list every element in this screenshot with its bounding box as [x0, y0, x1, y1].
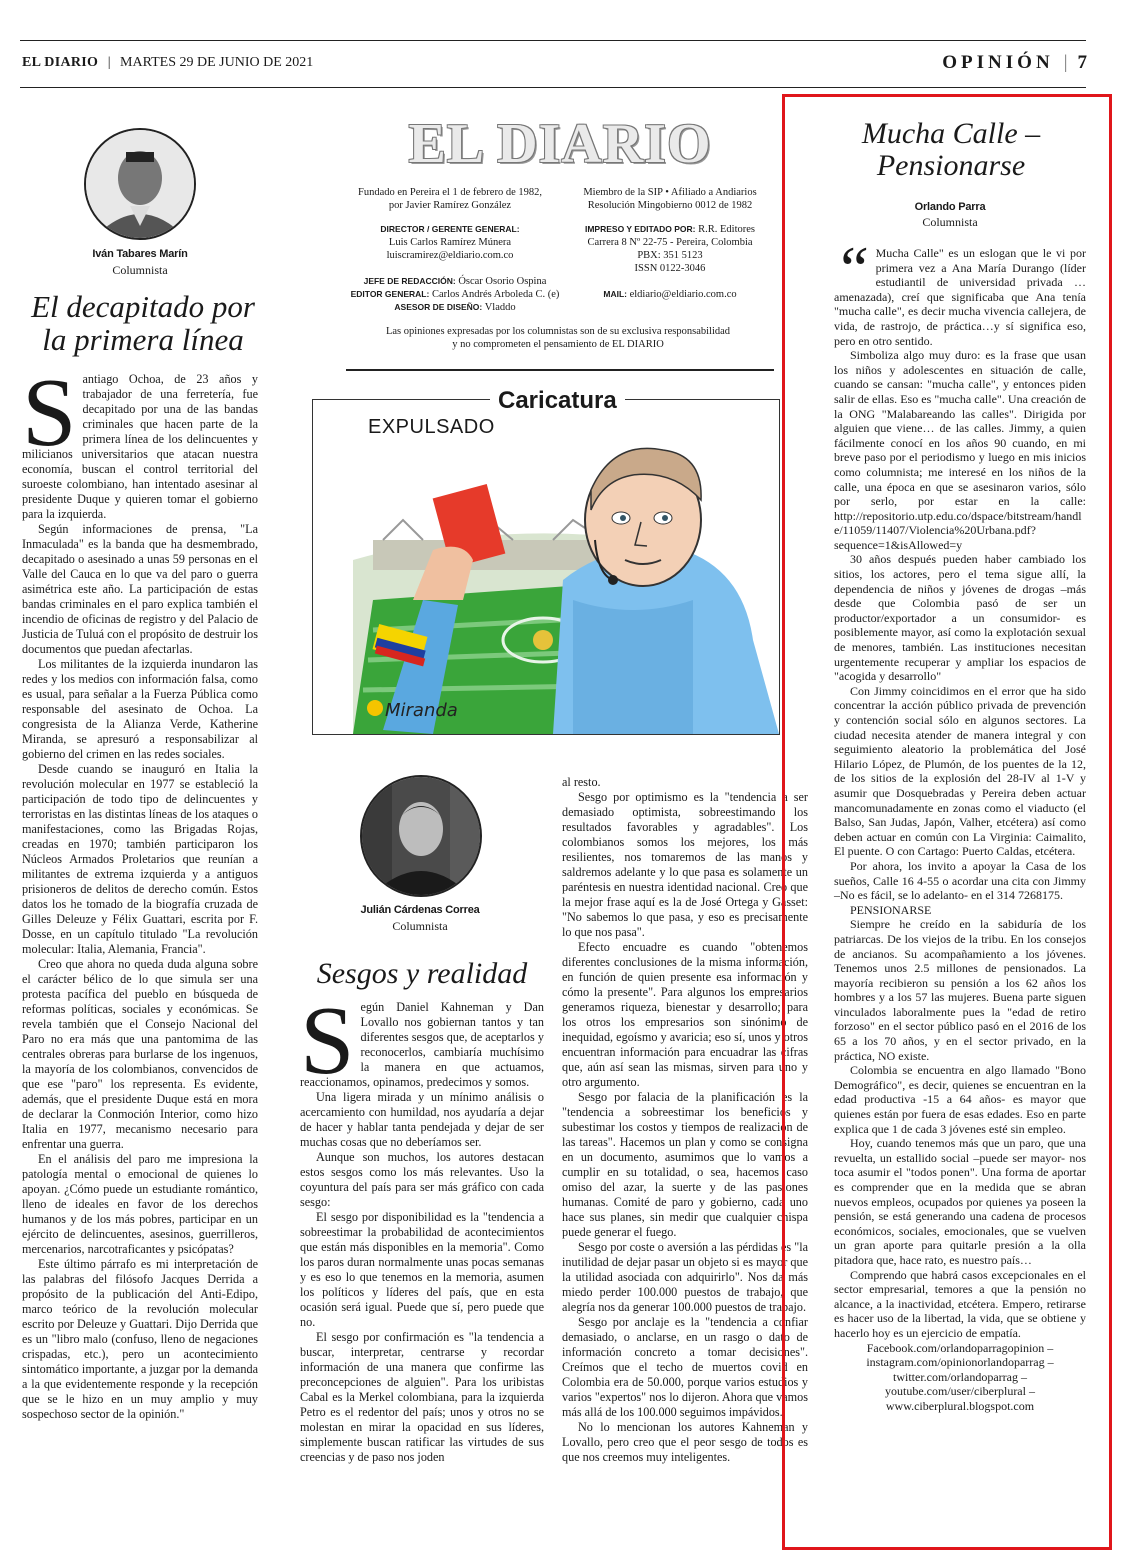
page-header-left: EL DIARIO | MARTES 29 DE JUNIO DE 2021	[22, 55, 314, 70]
editor-label: EDITOR GENERAL:	[350, 289, 430, 299]
member-line: Resolución Mingobierno 0012 de 1982	[587, 200, 753, 211]
paragraph: Con Jimmy coincidimos en el error que ha sido concentrar la acción público privada de prevención y contención social sólo en algunos sectores. La ciudad necesita atender de manera integral y con seguimiento aleatorio la problemática del José Hilario López, de Plumón, de los puentes de la 12, de los sitios de la explosión del 28-IV al 1-V y asumir que Dosquebradas y Pereira deben actuar mancomunadamente en zonas como el viaducto (el Balso, San Judas, Japón, Valher, etcétera) así como deben actuar en común con La Virginia: Caimalito, El puente. O con Cartago: Puerto Caldas, etcétera.	[834, 683, 1086, 859]
headline-line-2: la primera línea	[42, 322, 244, 358]
issn: ISSN 0122-3046	[634, 263, 706, 274]
article-body	[300, 987, 544, 1465]
disclaimer-line: Las opiniones expresadas por los columnistas son de su exclusiva responsabilidad	[385, 326, 731, 337]
headline-line-2: Pensionarse	[876, 149, 1026, 183]
author-role: Columnista	[392, 919, 448, 933]
author-photo	[84, 128, 196, 240]
paragraph: Mucha Calle" es un eslogan que le vi por primera vez a Ana María Durango (líder estudiantil de universidad privada … amenazada), creí que significaba que Ana tenía "mucha calle", es decir mucha vivencia callejera, de vida, de rastrojo, de práctica…y sí significa eso, pero en otro sentido.	[834, 246, 1086, 348]
paragraph: Creo que ahora no queda duda alguna sobre el carácter bélico de lo que simula ser una protesta pacífica del pueblo en búsqueda de reformas políticas, sociales y económicas. Se revela también que el Consejo Nacional del Paro no era más que una pantomima de las centrales obreras para burlarse de los ingenuos, la mayoría de los colombianos, convencidos de que ese "paro" los representa. Es evidente, además, que el presidente Duque está en mora de declarar la Conmoción Interior, como hizo Italia en 1977, mecanismo necesario para enfrentar una guerra.	[22, 957, 258, 1151]
author-name: Iván Tabares Marín	[92, 248, 188, 260]
director-label: DIRECTOR / GERENTE GENERAL:	[380, 224, 520, 234]
paragraph: Sesgo por anclaje es la "tendencia a confiar demasiado, o anclarse, en un rasgo o dato de información concreto a tomar decisiones". Creímos que el techo de muertos covid en Colombia era de 50.000, porque varios estudios y varios "expertos" nos lo dijeron. Ahora que vamos más allá de los 100.000 seguimos impávidos.	[562, 1315, 808, 1419]
masthead-logo: EL DIARIO	[408, 113, 712, 175]
paragraph: No lo mencionan los autores Kahneman y Lovallo, pero creo que el peor sesgo de todos es que nos creemos muy inteligentes.	[562, 1420, 808, 1464]
paragraph: al resto.	[562, 775, 601, 789]
author-photo	[360, 775, 482, 897]
disclaimer-line: y no comprometen el pensamiento de EL DIARIO	[452, 339, 664, 350]
paragraph: Hoy, cuando tenemos más que un paro, que una revuelta, un estallido social –puede ser mayor- nos toca asumir el "todos ponen". Una forma de aportar es comprender que en la medida que se abran nuevos empleos, ocupados por quienes ya poseen la pensión, se está generando una cadena de procesos económicos, sociales, emocionales, que se vuelven un gran aporte para quitarle presión a la olla pitadora que, hace rato, es nuestro país…	[834, 1136, 1086, 1267]
article-headline	[828, 118, 1074, 183]
jefe-label: JEFE DE REDACCIÓN:	[363, 276, 456, 286]
director-name: Luis Carlos Ramírez Múnera	[388, 237, 512, 248]
paragraph: El sesgo por confirmación es "la tendencia a buscar, interpretar, centrarse y recordar información de una manera que confirme las preconcepciones de alguien". Para los uribistas Cabal es la Merkel colombiana, para la izquierda Petro es el redentor del país; unos y otros no se molestan en mirar la opacidad en sus líderes, simplemente buscan ratificar las virtudes de sus creencias y de paso nos joden	[300, 1330, 544, 1464]
paragraph: Efecto encuadre es cuando "obtenemos diferentes conclusiones de la misma información, en función de quien presente esa información y cómo la presente". Para algunos los empresarios generamos riqueza, bienestar y desarrollo; para los otros los empresarios son sinónimo de inequidad, egoísmo y avaricia; eso sí, unos y otros encuentran información para encuadrar las cifras que, aún así sean las mismas, sirven para uno y otro argumento.	[562, 940, 808, 1089]
headline-line-1: Mucha Calle –	[861, 117, 1041, 150]
paragraph: Simboliza algo muy duro: es la frase que usan los niños y adolescentes en situación de calle, cuando se cansan: "mucha calle", y entonces piden salir de ellas. Eso es "mucha calle". Una creación de la ONG "Malabareando las calles". Dirigida por alguien que viene… de las calles. Jimmy, a quien fácilmente conocí en los años 90 cuando, en mi breve paso por el periodismo y luego en mis inicios como columnista; me interesé en los niños de la calle, una época en que se asesinaron varios, sólo por serlo, por estar en la calle: http://repositorio.utp.edu.co/dspace/bitstream/handle/11059/11407/Violencia%20Urbana.pdf?sequence=1&isAllowed=y	[834, 348, 1086, 552]
mail-label: MAIL:	[603, 289, 627, 299]
author-role: Columnista	[112, 263, 168, 277]
founded-line: Fundado en Pereira el 1 de febrero de 1982,	[358, 187, 542, 198]
cartoon-illustration	[313, 400, 779, 734]
section-name: OPINIÓN	[942, 52, 1054, 73]
paragraph: Comprendo que habrá casos excepcionales en el sector empresarial, temores a que la pensión no alcance, a la inactividad, etcétera. Empero, retirarse es hacer uso de la libertad, la vida, que se obtiene y hacerlo hoy es un ejercicio de empatía.	[834, 1267, 1086, 1340]
paragraph: Sesgo por coste o aversión a las pérdidas es "la inutilidad de dejar pasar un objeto si es mayor que la utilidad asociada con adquirirlo". Nos da más miedo perder 100.000 puestos de trabajo, que alegría nos da generar 100.000 puestos de trabajo.	[562, 1240, 808, 1314]
editor-name: Carlos Andrés Arboleda C. (e)	[431, 289, 560, 300]
paragraph: Sesgo por falacia de la planificación es la "tendencia a sobreestimar los beneficios y subestimar los costos y tiempos de realización de las tareas". Hacemos un plan y como se consigna en un documento, asumimos que lo vamos a cumplir en su totalidad, o sea, hacemos caso omiso del azar, la suerte y de las pasiones humanas. Comité de paro y gobierno, cada uno hace sus planes, sin medir que cualquier chispa puede generar el fuego.	[562, 1090, 808, 1239]
masthead-mail	[565, 288, 775, 301]
masthead-founded	[340, 186, 560, 212]
asesor-name: Vladdo	[484, 302, 516, 313]
quote-mark: “	[834, 233, 870, 304]
article-body	[834, 233, 1086, 1414]
masthead-printer	[565, 223, 775, 275]
top-rule	[20, 40, 1086, 41]
printer-label: IMPRESO Y EDITADO POR:	[584, 224, 696, 234]
author-name: Orlando Parra	[914, 201, 986, 213]
cartoon-signature: Miranda	[385, 700, 458, 721]
masthead-member	[565, 186, 775, 212]
issue-date: MARTES 29 DE JUNIO DE 2021	[120, 55, 314, 70]
paragraph: Los militantes de la izquierda inundaron las redes y los medios con información falsa, como es usual, para señalar a la Fuerza Pública como responsable del asesinato de Ochoa. La congresista de la Alianza Verde, Katherine Miranda, se apresuró a responsabilizar al gobierno del crimen en las redes sociales.	[22, 657, 258, 761]
masthead-rule	[346, 369, 774, 371]
header-rule	[20, 87, 1086, 88]
author-name: Julián Cárdenas Correa	[360, 904, 480, 916]
cartoon-frame	[312, 399, 780, 735]
subheading: PENSIONARSE	[850, 902, 932, 917]
article-body-continued	[562, 775, 808, 1465]
page-header-right: OPINIÓN | 7	[942, 52, 1087, 73]
drop-cap: S	[300, 987, 355, 1095]
printer-phone: PBX: 351 5123	[637, 250, 703, 261]
director-email: luiscramirez@eldiario.com.co	[386, 250, 514, 261]
paragraph: Siempre he creído en la sabiduría de los patriarcas. De los viejos de la tribu. En los consejos de ancianos. Su acompañamiento a los jóvenes. Tenemos unos 2.5 millones de pensionados. La mayoría recibieron su pensión a los 62 años los hombres y a los 57 las mujeres. Buena parte siguen vinculados laboralmente pues la "edad de retiro forzoso" en el sector público pasó en el 2016 de los 65 a los 70 años, y en el sector privado, en la práctica, NO existe.	[834, 917, 1086, 1063]
member-line: Miembro de la SIP • Afiliado a Andiarios	[583, 187, 757, 198]
paragraph: antiago Ochoa, de 23 años y trabajador de una ferretería, fue decapitado por una de las bandas criminales que hacen parte de la primera línea de los delincuentes y milicianos universitarios que atacan nuestra economía, buscan el control territorial del suroeste colombiano, han intentado asesinar al presidente Duque y quieren tomar el gobierno para la izquierda.	[22, 372, 258, 521]
paragraph: En el análisis del paro me impresiona la patología mental o emocional de quienes lo apoyan. ¿Cómo puede un estudiante romántico, lleno de ideales en favor de los derechos humanos y de los más pobres, participar en un ejército de delincuentes, asesinos, guerrilleros, mercenarios, narcotraficantes y psicópatas?	[22, 1152, 258, 1256]
cartoon-caption: EXPULSADO	[368, 416, 495, 438]
masthead-staff	[340, 275, 570, 314]
author-role: Columnista	[922, 215, 978, 229]
social-links: Facebook.com/orlandoparragopinion – instagram.com/opinionorlandoparrag – twitter.com/orlandoparrag – youtube.com/user/ciberplural – www.ciberplural.blogspot.com	[866, 1340, 1054, 1413]
paragraph: Sesgo por optimismo es la "tendencia a ser demasiado optimista, sobreestimando los resultados favorables y agradables". Los colombianos somos los mejores, los más resilientes, nos tomaremos de las manos y saldremos adelante y lo que pasa es solamente un paréntesis en nuestra identidad nacional. Creo que la mejor frase aquí es la de José Ortega y Gasset: "No sabemos lo que pasa, y eso es precisamente lo que nos pasa".	[562, 790, 808, 939]
paragraph: Colombia se encuentra en algo llamado "Bono Demográfico", es decir, quienes se encuentran en la edad productiva -15 a 64 años- es mayor que quienes están por fuera de esas edades. Eso en parte explica que 1 de cada 3 jóvenes esté sin empleo.	[834, 1063, 1086, 1136]
paragraph: Desde cuando se inauguró en Italia la revolución molecular en 1977 se estableció la participación de todo tipo de delincuentes y terroristas en las distintas líneas de los ataques o manifestaciones, como las Brigadas Rojas, creadas en 1970; también participaron los Núcleos Armados Proletarios que reunían a militantes de extrema izquierda y a antiguos prisioneros de delitos de derecho común. Estos datos los he tomado de la biografía cruzada de Gilles Deleuze y Félix Guattari, escrita por F. Dosse, en un capítulo titulado "La revolución molecular: Italia, Alemania, Francia".	[22, 762, 258, 956]
drop-cap: S	[22, 359, 77, 467]
asesor-label: ASESOR DE DISEÑO:	[394, 302, 483, 312]
paragraph: Según informaciones de prensa, "La Inmaculada" es la banda que ha desmembrado, decapitado o asesinado a unas 59 personas en el Valle del Cauca en lo que va del paro o guerra asimétrica este año. La participación de estas bandas criminales en el paro explica también el incendio de oficinas de registro y del Palacio de Justicia de Tuluá con el propósito de destruir los documentos que puedan afectarlas.	[22, 522, 258, 656]
headline-line-1: El decapitado por	[31, 289, 255, 324]
paragraph: El sesgo por disponibilidad es la "tendencia a sobreestimar la probabilidad de acontecimientos que están más disponibles en la memoria". Como los paros duran normalmente unas pocas semanas y es eso lo que tenemos en la memoria, asumen los políticos y líderes del país, que en esta ocasión será igual. Puede que sí, pero puede que no.	[300, 1210, 544, 1329]
paper-name: EL DIARIO	[22, 55, 99, 70]
paragraph: 30 años después pueden haber cambiado los sitios, los actores, pero el tema sigue allí, la dependencia de niños y jóvenes de drogas –más desde que Colombia pasó de ser un productor/exportador a un consumidor- es posiblemente mayor, así como la explotación sexual de menores, también. Las instituciones necesitan urgentemente recuperar y ampliar los espacios de "acogida y desarrollo"	[834, 552, 1086, 684]
article-headline: Sesgos y realidad	[316, 957, 528, 990]
jefe-name: Óscar Osorio Ospina	[458, 276, 547, 287]
mail-address[interactable]: eldiario@eldiario.com.co	[629, 289, 737, 300]
printer-address: Carrera 8 Nº 22-75 - Pereira, Colombia	[587, 237, 753, 248]
founded-line: por Javier Ramírez González	[388, 200, 512, 211]
article-headline	[22, 290, 264, 357]
paragraph: egún Daniel Kahneman y Dan Lovallo nos gobiernan tantos y tan diferentes sesgos que, de aceptarlos y reconocerlos, cambiaría muchísimo la manera en que actuamos, reaccionamos, opinamos, predecimos y somos.	[300, 1000, 544, 1089]
cartoon-section-title: Caricatura	[490, 387, 625, 415]
paragraph: Por ahora, los invito a apoyar la Casa de los sueños, Calle 16 4-55 o acordar una cita con Jimmy –No es fácil, se lo adelanto- en el 314 7268175.	[834, 858, 1086, 903]
article-body	[22, 359, 258, 1422]
page-number: 7	[1077, 52, 1087, 73]
paragraph: Este último párrafo es mi interpretación de las palabras del filósofo Jacques Derrida a propósito de la publicación del Anti-Edipo, marco teórico de la revolución molecular escrito por Deleuze y Guattari. Dijo Derrida que es un "libro malo (confuso, lleno de negaciones crispadas, etc.), pero un acontecimiento sintomático importante, a juzgar por la demanda a la que evidentemente responde y la recepción que se le hizo en un muy amplio y muy sospechoso sector de la opinión."	[22, 1257, 258, 1421]
paragraph: Aunque son muchos, los autores destacan estos sesgos como los más relevantes. Uso la coyuntura del país para ser más gráfico con cada sesgo:	[300, 1150, 544, 1209]
paragraph: Una ligera mirada y un mínimo análisis o acercamiento con humildad, nos ayudaría a dejar de hacer y hablar tanta pendejada y dejar de ser muchas cosas que no deberíamos ser.	[300, 1090, 544, 1149]
masthead-disclaimer	[340, 325, 776, 351]
masthead-director	[340, 223, 560, 262]
printer-name: R.R. Editores	[698, 224, 756, 235]
